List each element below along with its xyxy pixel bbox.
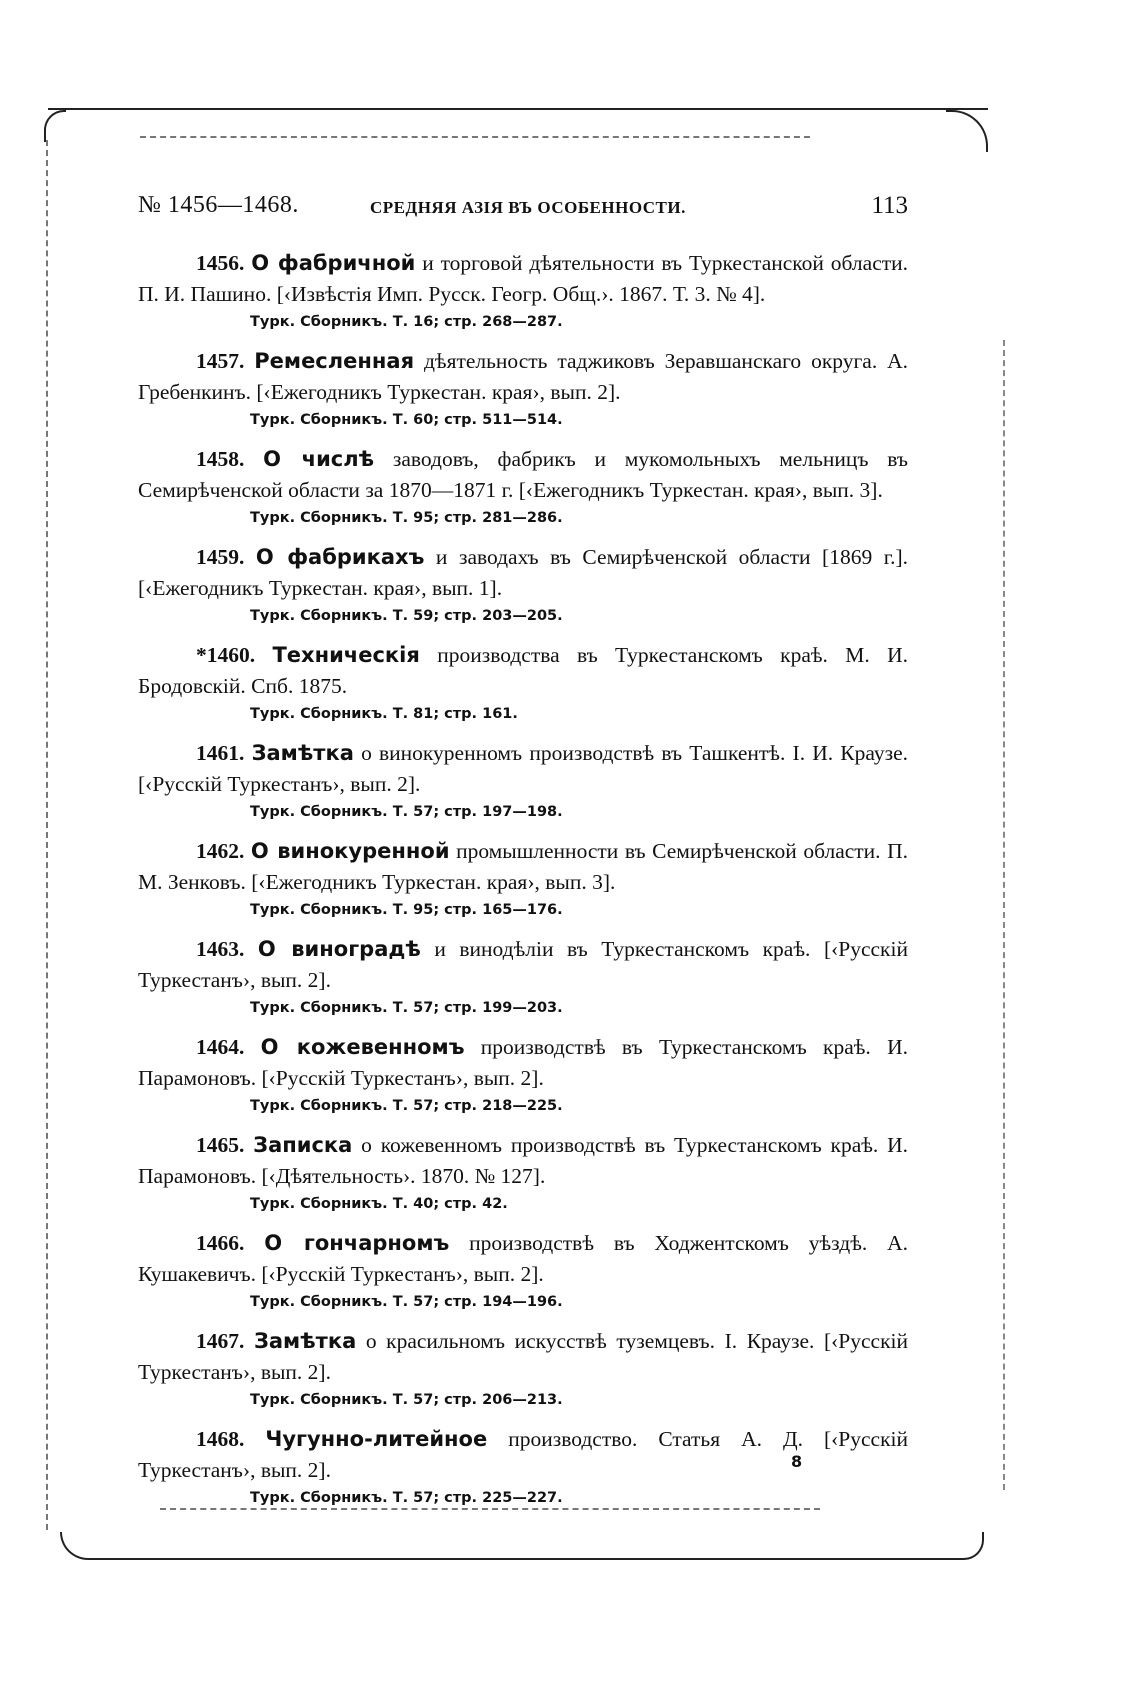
entry-reference: Турк. Сборникъ. Т. 57; стр. 225—227. [250,1490,563,1506]
bibliography-entry [138,346,908,432]
bibliography-entry [138,1130,908,1216]
entry-headword: О винокуренной [250,839,450,863]
entry-headword: Ремесленная [254,349,415,373]
entry-number: 1456. [196,251,245,275]
entry-number: 1461. [196,741,245,765]
entry-body [138,1228,908,1290]
running-header [138,192,908,226]
entry-reference: Турк. Сборникъ. Т. 57; стр. 206—213. [250,1392,563,1408]
entry-reference: Турк. Сборникъ. Т. 81; стр. 161. [250,706,518,722]
entry-reference: Турк. Сборникъ. Т. 57; стр. 194—196. [250,1294,563,1310]
entry-description: и винодѣліи въ Туркестанскомъ краѣ. [‹Русскій Туркестанъ›, вып. 2]. [138,937,908,992]
entry-body [138,1326,908,1388]
left-dashed-margin [46,140,48,1530]
frame-corner-top-right [946,110,988,152]
entry-description: производствѣ въ Ходжентскомъ уѣздѣ. А. Кушакевичъ. [‹Русскій Туркестанъ›, вып. 2]. [138,1231,909,1286]
entry-description: заводовъ, фабрикъ и мукомольныхъ мельницъ въ Семирѣченской области за 1870—1871 г. [‹Ежегодникъ Туркестан. края›, вып. 3]. [138,447,908,502]
top-dashed-rule [140,136,810,138]
bibliography-entry [138,640,908,726]
entry-number: 1463. [196,937,245,961]
entry-headword: Замѣтка [251,741,354,765]
section-title: СРЕДНЯЯ АЗІЯ ВЪ ОСОБЕННОСТИ. [370,198,686,217]
entry-headword: О виноградѣ [257,937,421,961]
entry-reference: Турк. Сборникъ. Т. 57; стр. 199—203. [250,1000,563,1016]
entry-description: производства въ Туркестанскомъ краѣ. М. И. Бродовскій. Спб. 1875. [138,643,909,698]
entry-body [138,738,908,800]
bibliography-entry [138,444,908,530]
entry-number: 1462. [196,839,245,863]
entry-headword: О фабричной [251,251,416,275]
bibliography-entry [138,248,908,334]
entry-headword: О кожевенномъ [260,1035,465,1059]
frame-top-rule [48,108,988,110]
bibliography-entry [138,1326,908,1412]
entry-body [138,934,908,996]
frame-corner-top-left [44,110,66,142]
entry-headword: О фабрикахъ [255,545,425,569]
bibliography-entry [138,738,908,824]
entry-description: производство. Статья А. Д. [‹Русскій Туркестанъ›, вып. 2]. [138,1427,908,1482]
bibliography-entry [138,542,908,628]
bibliography-entry [138,1228,908,1314]
signature-mark: 8 [791,1452,803,1471]
entry-reference: Турк. Сборникъ. Т. 95; стр. 165—176. [250,902,563,918]
entry-range: № 1456—1468. [138,192,299,218]
entry-description: производствѣ въ Туркестанскомъ краѣ. И. Парамоновъ. [‹Русскій Туркестанъ›, вып. 2]. [138,1035,908,1090]
right-dashed-margin [1003,340,1005,1490]
bibliography-list [138,248,908,1522]
entry-number: 1464. [196,1035,245,1059]
entry-body [138,542,908,604]
entry-headword: Замѣтка [253,1329,357,1353]
bibliography-entry [138,1032,908,1118]
entry-reference: Турк. Сборникъ. Т. 95; стр. 281—286. [250,510,563,526]
entry-body [138,1032,908,1094]
entry-headword: О числѣ [263,447,375,471]
entry-reference: Турк. Сборникъ. Т. 60; стр. 511—514. [250,412,563,428]
entry-description: и торговой дѣятельности въ Туркестанской области. П. И. Пашино. [‹Извѣстія Имп. Русск. Геогр. Общ.›. 1867. Т. 3. № 4]. [138,251,909,306]
entry-number: 1468. [196,1427,245,1451]
entry-number: 1458. [196,447,245,471]
entry-number: 1467. [196,1329,245,1353]
bibliography-entry [138,934,908,1020]
page-number: 113 [871,192,908,219]
entry-number: 1457. [196,349,245,373]
entry-body [138,1130,908,1192]
entry-number: 1465. [196,1133,245,1157]
entry-reference: Турк. Сборникъ. Т. 59; стр. 203—205. [250,608,563,624]
entry-reference: Турк. Сборникъ. Т. 16; стр. 268—287. [250,314,563,330]
entry-description: о кожевенномъ производствѣ въ Туркестанскомъ краѣ. И. Парамоновъ. [‹Дѣятельность›. 1870. № 127]. [138,1133,909,1188]
entry-description: и заводахъ въ Семирѣченской области [1869 г.]. [‹Ежегодникъ Туркестан. края›, вып. 1]. [138,545,909,600]
entry-body [138,640,908,702]
entry-description: о винокуренномъ производствѣ въ Ташкентѣ. I. И. Краузе. [‹Русскій Туркестанъ›, вып. 2]. [138,741,909,796]
entry-number: 1466. [196,1231,245,1255]
entry-body [138,444,908,506]
entry-headword: Записка [253,1133,353,1157]
entry-body [138,248,908,310]
entry-number: 1459. [196,545,245,569]
entry-body [138,346,908,408]
bibliography-entry [138,836,908,922]
entry-headword: Чугунно-литейное [265,1427,488,1451]
entry-reference: Турк. Сборникъ. Т. 57; стр. 218—225. [250,1098,563,1114]
entry-headword: О гончарномъ [264,1231,450,1255]
entry-number: *1460. [196,643,256,667]
entry-headword: Техническія [272,643,420,667]
entry-description: дѣятельность таджиковъ Зеравшанскаго округа. А. Гребенкинъ. [‹Ежегодникъ Туркестан. края›, вып. 2]. [138,349,909,404]
entry-reference: Турк. Сборникъ. Т. 40; стр. 42. [250,1196,508,1212]
entry-description: промышленности въ Семирѣченской области. П. М. Зенковъ. [‹Ежегодникъ Туркестан. края›, вып. 3]. [138,839,908,894]
entry-body [138,836,908,898]
entry-description: о красильномъ искусствѣ туземцевъ. I. Краузе. [‹Русскій Туркестанъ›, вып. 2]. [138,1329,908,1384]
entry-reference: Турк. Сборникъ. Т. 57; стр. 197—198. [250,804,563,820]
frame-bottom-rule [60,1532,984,1560]
